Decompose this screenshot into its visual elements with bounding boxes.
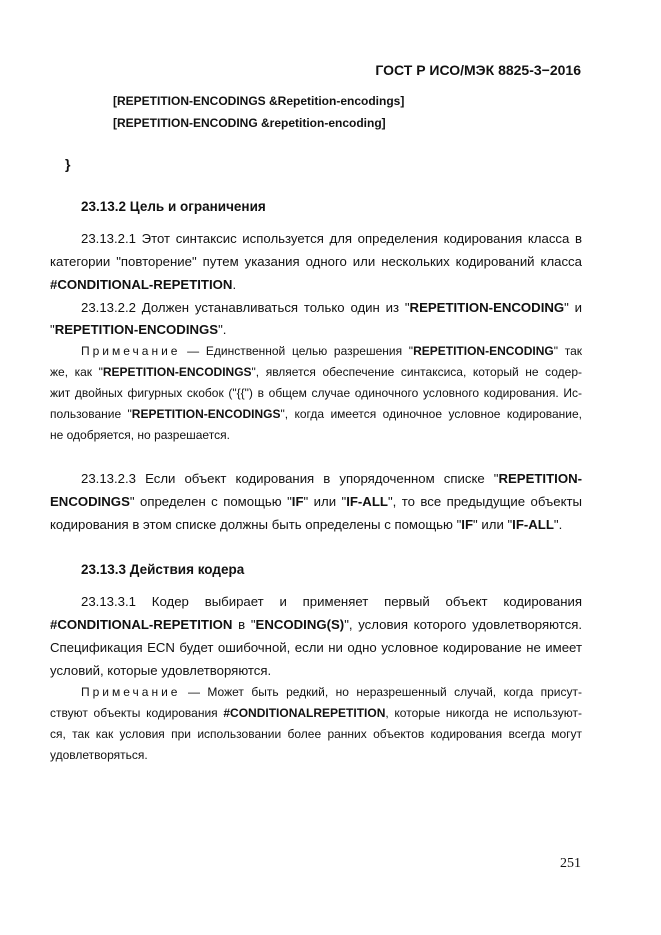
note-2-line-3: ся, так как условия при использовании более ранних объектов кодирования всегда могут — [50, 727, 582, 741]
note-label: Примечание — [81, 344, 181, 358]
para-23-13-2-3-line-1: 23.13.2.3 Если объект кодирования в упорядоченном списке "REPETITION- — [81, 471, 582, 486]
note-1-line-2: же, как "REPETITION-ENCODINGS", является обеспечение синтаксиса, который не содер- — [50, 365, 582, 379]
section-heading-23-13-3: 23.13.3 Действия кодера — [81, 562, 245, 577]
note-label: Примечание — [81, 685, 181, 699]
para-23-13-2-1-line-3: #CONDITIONAL-REPETITION. — [50, 277, 237, 292]
note-1-line-3: жит двойных фигурных скобок ("{{") в общем случае одиночного условного кодирования. Ис- — [50, 386, 582, 400]
para-23-13-2-2-line-2: "REPETITION-ENCODINGS". — [50, 322, 227, 337]
note-1-line-1: Примечание — Единственной целью разрешения "REPETITION-ENCODING" так — [81, 344, 582, 358]
para-23-13-2-1-line-2: категории "повторение" путем указания одного или нескольких кодирований класса — [50, 254, 582, 269]
note-2-line-2: ствуют объекты кодирования #CONDITIONALREPETITION, которые никогда не используют- — [50, 706, 583, 720]
note-2-line-1: Примечание — Может быть редкий, но неразрешенный случай, когда присут- — [81, 685, 582, 699]
note-2-line-4: удовлетворяться. — [50, 748, 148, 762]
para-23-13-2-3-line-3: кодирования в этом списке должны быть определены с помощью "IF" или "IF-ALL". — [50, 517, 563, 532]
para-23-13-3-1-line-4: условий, которые удовлетворяются. — [50, 663, 272, 678]
para-23-13-2-3-line-2: ENCODINGS" определен с помощью "IF" или "IF-ALL", то все предыдущие объекты — [50, 494, 583, 509]
closing-brace: } — [65, 156, 71, 172]
para-23-13-3-1-line-3: Спецификация ECN будет ошибочной, если ни одно условное кодирование не имеет — [50, 640, 582, 655]
keyword: #CONDITIONAL-REPETITION — [50, 277, 233, 292]
section-heading-23-13-2: 23.13.2 Цель и ограничения — [81, 199, 266, 214]
para-23-13-3-1-line-2: #CONDITIONAL-REPETITION в "ENCODING(S)", условия которого удовлетворяются. — [50, 617, 582, 632]
para-23-13-3-1-line-1: 23.13.3.1 Кодер выбирает и применяет первый объект кодирования — [81, 594, 582, 609]
note-1-line-5: не одобряется, но разрешается. — [50, 428, 230, 442]
para-23-13-2-1-line-1: 23.13.2.1 Этот синтаксис используется для определения кодирования класса в — [81, 231, 582, 246]
para-23-13-2-2-line-1: 23.13.2.2 Должен устанавливаться только один из "REPETITION-ENCODING" и — [81, 300, 582, 315]
code-line-1: [REPETITION-ENCODINGS &Repetition-encodings] — [113, 94, 405, 108]
code-line-2: [REPETITION-ENCODING &repetition-encoding] — [113, 116, 386, 130]
note-1-line-4: пользование "REPETITION-ENCODINGS", когда имеется одиночное условное кодирование, — [50, 407, 582, 421]
document-header: ГОСТ Р ИСО/МЭК 8825-3−2016 — [375, 62, 581, 78]
page-number: 251 — [560, 856, 581, 871]
